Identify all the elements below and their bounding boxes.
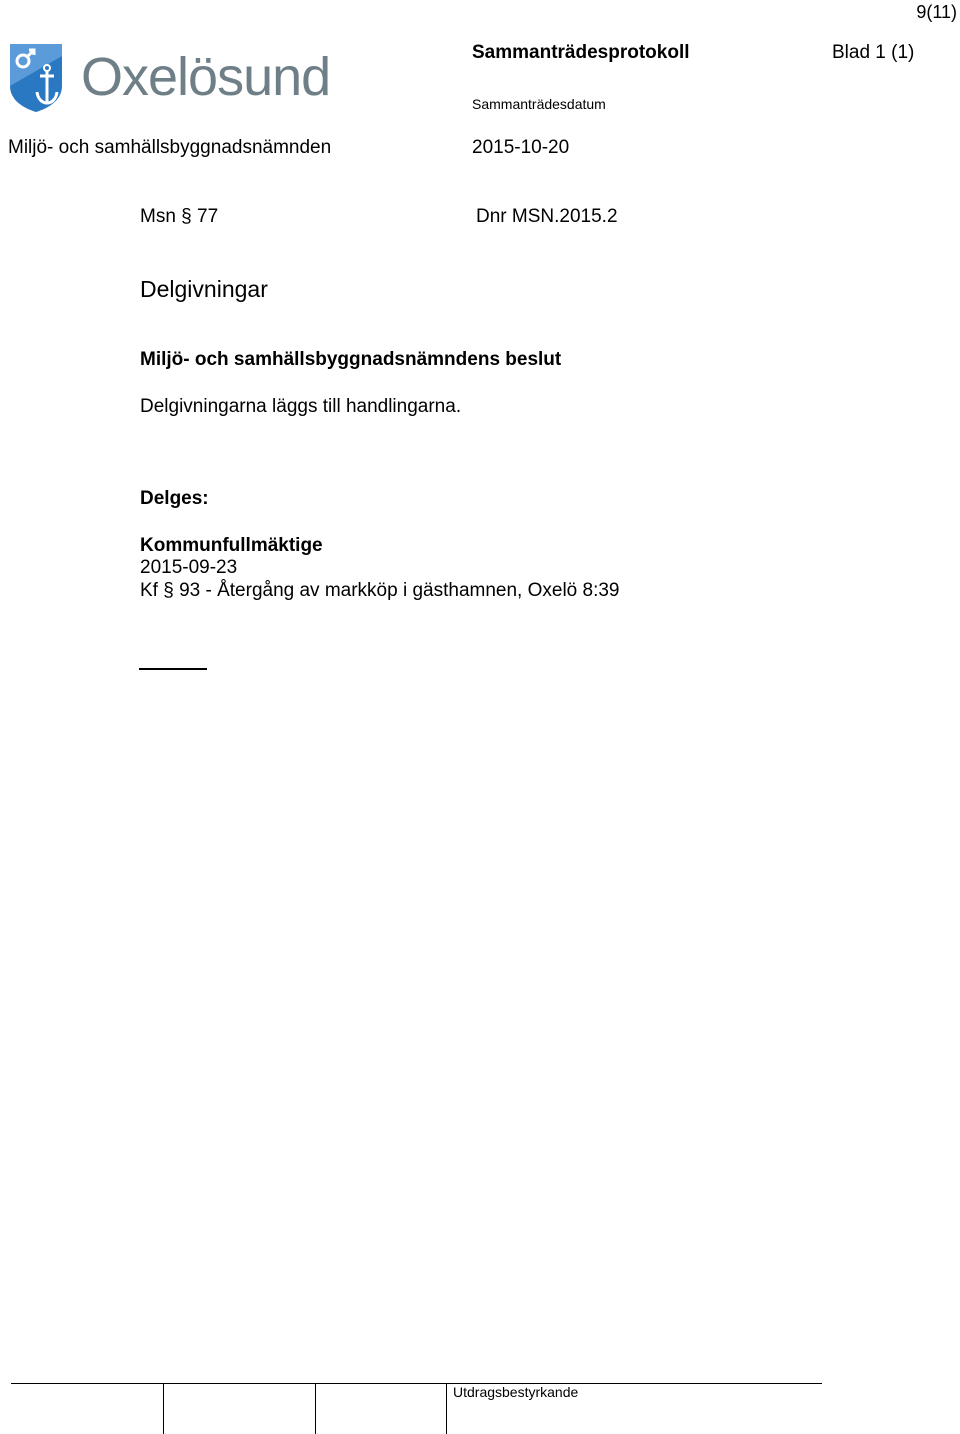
footer-divider: [11, 1383, 822, 1384]
decision-heading: Miljö- och samhällsbyggnadsnämndens beslut: [140, 349, 562, 370]
delgivning-date: 2015-09-23: [140, 557, 238, 578]
footer-column-separator: [163, 1383, 164, 1434]
document-type: Sammanträdesprotokoll: [472, 42, 690, 63]
footer-certification-label: Utdragsbestyrkande: [453, 1384, 579, 1400]
footer-column-separator: [446, 1383, 447, 1434]
committee-name: Miljö- och samhällsbyggnadsnämnden: [8, 137, 332, 158]
item-title: Delgivningar: [140, 276, 268, 302]
municipality-logo: [7, 42, 331, 114]
logo-wordmark: Oxelösund: [81, 47, 331, 107]
meeting-date: 2015-10-20: [472, 137, 570, 158]
delgivning-title: Kf § 93 - Återgång av markköp i gästhamnen, Oxelö 8:39: [140, 580, 620, 601]
diary-number: Dnr MSN.2015.2: [476, 206, 618, 227]
recipient: Kommunfullmäktige: [140, 535, 323, 556]
delges-label: Delges:: [140, 488, 209, 509]
decision-text: Delgivningarna läggs till handlingarna.: [140, 396, 462, 417]
divider: [139, 668, 207, 670]
paragraph-reference: Msn § 77: [140, 206, 219, 227]
sheet-number: Blad 1 (1): [832, 42, 915, 63]
page-number: 9(11): [916, 2, 957, 22]
meeting-date-label: Sammanträdesdatum: [472, 96, 606, 112]
footer-column-separator: [315, 1383, 316, 1434]
coat-of-arms-icon: [7, 42, 65, 114]
